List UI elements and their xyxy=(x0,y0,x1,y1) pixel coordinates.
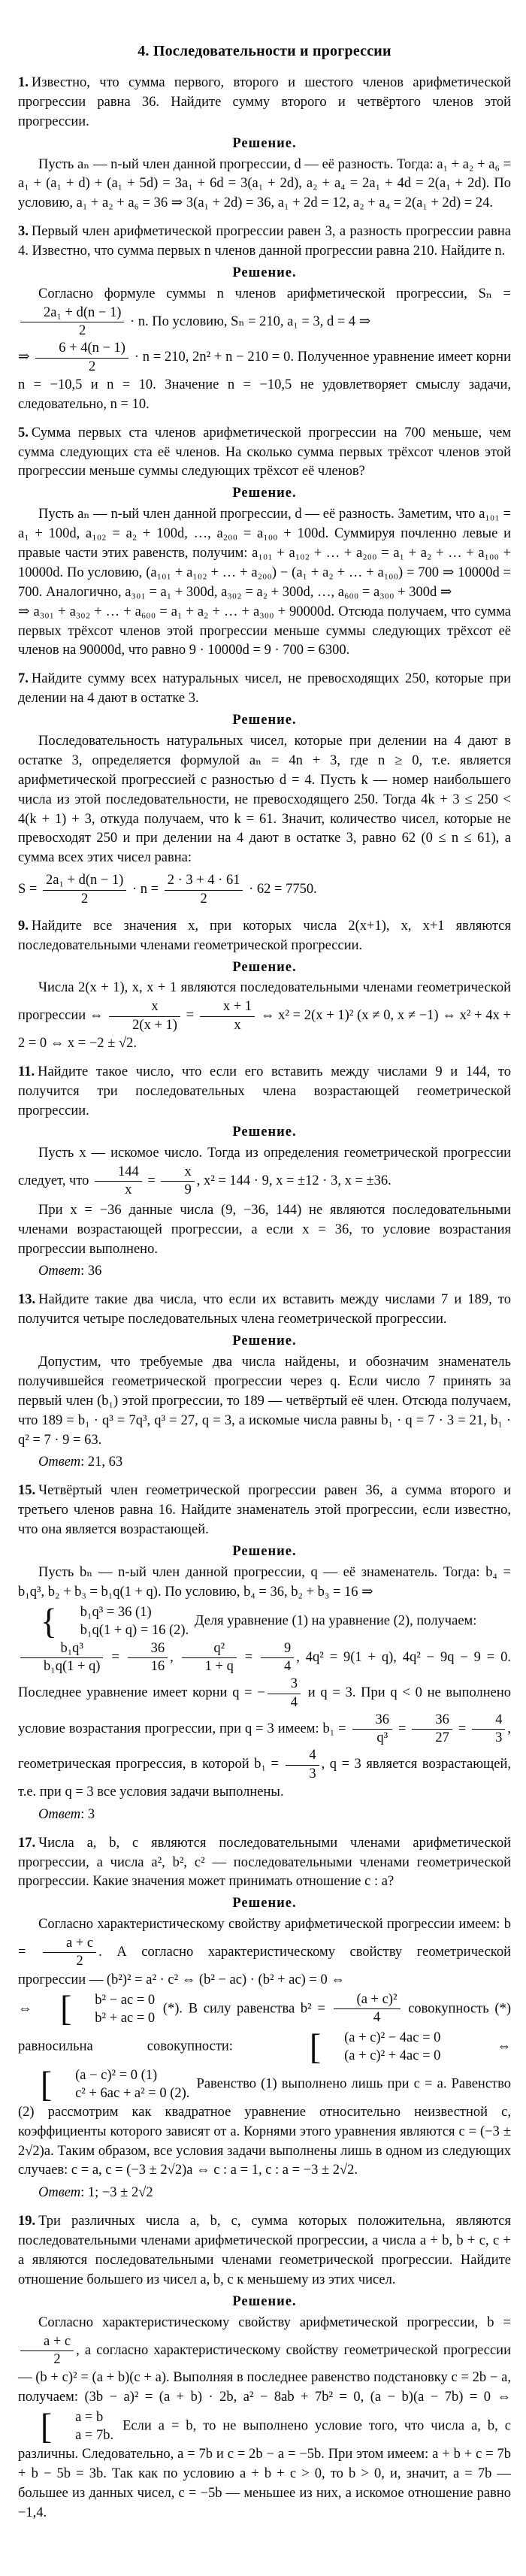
equation-alternative xyxy=(40,1991,155,2027)
problem-statement: 13. Найдите такие два числа, что если их вставить между числами 7 и 189, то получится четыре последовательных члена геометрической прогрессии. xyxy=(18,1292,511,1327)
fraction-denominator: 16 xyxy=(150,1659,165,1675)
fraction-denominator: 2 xyxy=(89,359,96,374)
problem-number: 17. xyxy=(18,1835,36,1851)
fraction-numerator: a + c xyxy=(20,2334,74,2351)
fraction-numerator: 36 xyxy=(352,1712,393,1730)
fraction-denominator: 2 xyxy=(200,891,207,907)
system-rows xyxy=(74,1991,155,2027)
fraction-numerator: 36 xyxy=(128,1641,168,1658)
solution-paragraph: Пусть aₙ — n-ый член данной прогрессии, d — её разность. Тогда: a₁ + a₂ + a₆ = a₁ + (a₁ + d) + (a₁ + 5d) = 3a₁ + 6d = 3(a₁ + 2d), a₂ + a₄ = 2a₁ + 4d = 2(a₁ + 2d). По условию, a₁ + a₂ + a₆ = 36 ⇒ 3(a₁ + 2d) = 36, a₁ + 2d = 12, a₂ + a₄ = 2(a₁ + 2d) = 24. xyxy=(18,156,511,211)
problem-number: 9. xyxy=(18,918,29,934)
fraction xyxy=(412,1712,452,1747)
solution-label: Решение. xyxy=(232,486,297,501)
problem-statement: 19. Три различных числа a, b, c, сумма которых положительна, являются последовательными членами арифметической прогрессии, а числа a + b, b + c, c + a являются последовательными членами геометрической прогрессии. Найдите отношение большего из чисел a, b, c к меньшему из этих чисел. xyxy=(18,2214,511,2287)
fraction xyxy=(43,873,126,907)
problem-statement: 17. Числа a, b, c являются последовательными членами арифметической прогрессии, а числа a², b², c² — последовательными членами геометрической прогрессии. Какие значения может принимать отношение c : a? xyxy=(18,1835,511,1890)
answer-value: 21, 63 xyxy=(87,1454,123,1470)
problem-number: 15. xyxy=(18,1483,36,1499)
problem-statement: 11. Найдите такое число, что если его вставить между числами 9 и 144, то получится три последовательных члена возрастающей геометрической прогрессии. xyxy=(18,1064,511,1118)
answer-line: Ответ: 1; −3 ± 2√2 xyxy=(38,2185,153,2201)
fraction-numerator: a + c xyxy=(43,1936,96,1953)
solution-paragraph: Числа 2(x + 1), x, x + 1 являются последовательными членами геометрической прогрессии ⇔ $\frac{x}{2(x + 1)}$ = $\frac{x + 1}{x}$ ⇔ x² = 2(x + 1)² (x ≠ 0, x ≠ −1) ⇔ x² + 4x + 2 = 0 ⇔ x = −2 ± √2. xyxy=(18,980,512,1051)
system-row: b₁q³ = 36 (1) xyxy=(80,1604,152,1620)
problem xyxy=(18,74,511,213)
fraction xyxy=(286,1748,319,1782)
fraction xyxy=(200,999,255,1034)
fraction-denominator: 27 xyxy=(435,1730,449,1746)
answer-value: 36 xyxy=(87,1264,102,1279)
solution-paragraph: При x = −36 данные числа (9, −36, 144) не являются последовательными членами возрастающей прогрессии, а если x = 36, то условие возрастания прогрессии выполнено. xyxy=(18,1202,511,1257)
solution-label: Решение. xyxy=(232,2293,297,2309)
problem xyxy=(18,1291,511,1473)
answer-label: Ответ xyxy=(38,1454,81,1470)
fraction xyxy=(268,1676,301,1711)
fraction-numerator: q² xyxy=(182,1641,237,1658)
fraction-denominator: x xyxy=(234,1017,241,1033)
fraction-numerator: x xyxy=(109,999,180,1016)
system-row: c² + 6ac + a² = 0 (2). xyxy=(75,2085,190,2101)
fraction-denominator: 2(x + 1) xyxy=(132,1017,177,1033)
system-row: b₁q(1 + q) = 16 (2). xyxy=(80,1622,189,1638)
solution-label: Решение. xyxy=(232,1125,297,1140)
answer-label: Ответ xyxy=(38,1806,81,1822)
problem xyxy=(18,424,511,661)
solution-label: Решение. xyxy=(232,1896,297,1912)
square-bracket: [ xyxy=(310,2027,322,2066)
answer-line: Ответ: 36 xyxy=(38,1264,102,1279)
fraction xyxy=(20,305,124,340)
system-row: (a − c)² = 0 (1) xyxy=(75,2067,158,2083)
fraction xyxy=(35,341,128,375)
solution-paragraph: Допустим, что требуемые два числа найдены, и обозначим знаменатель получившейся геометрической прогрессии через q. Если число 7 принять за первый член (b₁) этой прогрессии, то 189 — четвёртый её член. Отсюда получаем, что 189 = b₁ · q³ = 7q³, q³ = 27, q = 3, а искомые числа равны b₁ · q = 7 · 3 = 21, b₁ · q² = 7 · 9 = 63. xyxy=(18,1354,511,1448)
fraction xyxy=(352,1712,393,1747)
solution-label: Решение. xyxy=(232,713,297,728)
equation-alternative xyxy=(20,2066,189,2102)
fraction-denominator: 1 + q xyxy=(204,1659,234,1675)
fraction-denominator: 2 xyxy=(76,1954,83,1969)
square-bracket: [ xyxy=(41,2064,53,2104)
problem-statement: 7. Найдите сумму всех натуральных чисел, не превосходящих 250, которые при делении на 4 дают в остатке 3. xyxy=(18,671,511,707)
square-bracket: [ xyxy=(60,1989,72,2029)
answer-value: 1; −3 ± 2√2 xyxy=(87,2185,153,2201)
system-rows xyxy=(324,2029,440,2065)
solution-paragraph: Согласно формуле суммы n членов арифметической прогрессии, Sₙ = $\frac{\text{2a₁ + d(n − 1)}}{2}$ · n. По условию, Sₙ = 210, a₁ = 3, d = 4 ⇒ ⇒ $\frac{6 + 4(n - 1)}{2}$ · n = 210, 2n² + n − 210 = 0. Полученное уравнение имеет корни n = −10,5 и n = 10. Значение n = −10,5 не удовлетворяет смыслу задачи, следовательно, n = 10. xyxy=(18,286,511,412)
system-rows xyxy=(60,1603,189,1639)
fraction-numerator: 144 xyxy=(95,1164,142,1182)
fraction xyxy=(261,1641,294,1675)
problem-statement: 3. Первый член арифметической прогрессии равен 3, а разность прогрессии равна 4. Известно, что сумма первых n членов данной прогрессии равна 210. Найдите n. xyxy=(18,224,511,259)
problem xyxy=(18,222,511,414)
fraction-numerator: 2a₁ + d(n − 1) xyxy=(43,873,126,890)
problem-number: 3. xyxy=(18,224,29,240)
solution-label: Решение. xyxy=(232,959,297,975)
fraction-denominator: 9 xyxy=(184,1182,192,1198)
problem-number: 1. xyxy=(18,75,29,90)
solution-paragraph: Согласно характеристическому свойству арифметической прогрессии имеем: b = $\frac{a + c}{2}$ . А согласно характеристическому свойству геометрической прогрессии — (b²)² = a² · c² ⇔ (b² − ac) · (b² + ac) = 0 ⇔ ⇔ [ b² − ac = 0 b² + ac = 0 (*). В силу равенства b² = $\frac{\text{(a + c)²}}{4}$ совокупность (*) равносильна совокупности: [ (a + c)² − 4ac = 0 (a + c)² + 4ac = 0 ⇔ [ (a − c)² = 0 (1) c² + 6ac + a² = 0 (2). Равенство (1) выполнено лишь при c = a. Равенство (2) рассмотрим как квадратное уравнение относительно неизвестной c, коэффициенты которого зависят от a. Корнями этого уравнения являются c = (−3 ± 2√2)a. Таким образом, все условия задачи выполнены лишь в одном из следующих случаев: c = a, c = (−3 ± 2√2)a ⇔ c : a = 1, c : a = −3 ± 2√2. xyxy=(18,1917,512,2178)
fraction-numerator: 4 xyxy=(286,1748,319,1765)
fraction-denominator: q³ xyxy=(376,1730,388,1746)
fraction-numerator: 6 + 4(n − 1) xyxy=(35,341,128,358)
problem-statement: 1. Известно, что сумма первого, второго и шестого членов арифметической прогрессии равна 36. Найдите сумму второго и четвёртого членов этой прогрессии. xyxy=(18,75,511,129)
problem-statement: 9. Найдите все значения x, при которых числа 2(x+1), x, x+1 являются последовательными членами геометрической прогрессии. xyxy=(18,918,511,953)
solution-paragraph: Пусть bₙ — n-ый член данной прогрессии, q — её знаменатель. Тогда: b₄ = b₁q³, b₂ + b₃ = b₁q(1 + q). По условию, b₄ = 36, b₂ + b₃ = 16 ⇒ { b₁q³ = 36 (1) b₁q(1 + q) = 16 (2). Деля уравнение (1) на уравнение (2), получаем: $\frac{\text{b₁q³}}{\text{b₁q(1 + q)}}$ = $\frac{36}{16}$ , $\frac{\text{q²}}{1 + q}$ = $\frac{9}{4}$ , 4q² = 9(1 + q), 4q² − 9q − 9 = 0. Последнее уравнение имеет корни q = − $\frac{3}{4}$ и q = 3. При q < 0 не выполнено условие возрастания прогрессии, при q = 3 имеем: b₁ = $\frac{36}{\text{q³}}$ = $\frac{36}{27}$ = $\frac{4}{3}$ , геометрическая прогрессия, в которой b₁ = $\frac{4}{3}$ , q = 3 является возрастающей, т.е. при q = 3 все условия задачи выполнены. xyxy=(18,1564,511,1800)
system-rows xyxy=(55,2066,189,2102)
solution-paragraph: Последовательность натуральных чисел, которые при делении на 4 дают в остатке 3, определяется формулой aₙ = 4n + 3, где n ≥ 0, т.е. является арифметической прогрессией с разностью d = 4. Пусть k — номер наибольшего числа из этой последовательности, не превосходящего 250. Тогда 4k + 3 ≤ 250 < 4(k + 1) + 3, откуда получаем, что k = 61. Значит, количество чисел, которые не превосходят 250 и при делении на 4 дают в остатке 3, равно 62 (0 ≤ n ≤ 61), а сумма всех этих чисел равна: xyxy=(18,734,511,866)
problem xyxy=(18,1063,511,1282)
answer-line: Ответ: 3 xyxy=(38,1806,95,1822)
fraction-numerator: 9 xyxy=(261,1641,294,1658)
system-row: b² − ac = 0 xyxy=(95,1992,156,2008)
fraction xyxy=(128,1641,168,1675)
page-title: 4. Последовательности и прогрессии xyxy=(138,43,391,59)
system-row: b² + ac = 0 xyxy=(95,2010,156,2026)
fraction xyxy=(43,1936,96,1970)
fraction xyxy=(161,1164,194,1199)
solution-label: Решение. xyxy=(232,1333,297,1349)
fraction xyxy=(95,1164,142,1199)
problem xyxy=(18,2212,511,2523)
problem xyxy=(18,917,511,1054)
fraction-numerator: x + 1 xyxy=(200,999,255,1016)
fraction-numerator: 4 xyxy=(472,1712,505,1730)
equation-system xyxy=(20,1603,189,1639)
fraction-numerator: 36 xyxy=(412,1712,452,1730)
solution-paragraph: Пусть x — искомое число. Тогда из определения геометрической прогрессии следует, что $\frac{144}{x}$ = $\frac{x}{9}$ , x² = 144 · 9, x = ±12 · 3, x = ±36. xyxy=(18,1146,511,1198)
system-rows xyxy=(55,2408,113,2444)
fraction xyxy=(182,1641,237,1675)
problem-number: 13. xyxy=(18,1292,36,1308)
fraction xyxy=(334,1992,401,2027)
solution-label: Решение. xyxy=(232,1543,297,1559)
fraction xyxy=(20,2334,74,2369)
problem-number: 19. xyxy=(18,2214,36,2229)
equation-alternative xyxy=(289,2029,440,2065)
problem-number: 11. xyxy=(18,1064,35,1079)
solution-label: Решение. xyxy=(232,265,297,281)
fraction-denominator: 3 xyxy=(309,1766,316,1781)
equation-alternative xyxy=(20,2406,114,2447)
solution-paragraph: Пусть aₙ — n-ый член данной прогрессии, d — её разность. Заметим, что a₁₀₁ = a₁ + 100d, a₁₀₂ = a₂ + 100d, …, a₂₀₀ = a₁₀₀ + 100d. Суммируя почленно левые и правые части этих равенств, получим: a₁₀₁ + a₁₀₂ + … + a₂₀₀ = a₁ + a₂ + … + a₁₀₀ + 10000d. По условию, (a₁₀₁ + a₁₀₂ + … + a₂₀₀) − (a₁ + a₂ + … + a₁₀₀) = 700 ⇒ 10000d = 700. Аналогично, a₃₀₁ = a₁ + 300d, a₃₀₂ = a₂ + 300d, …, a₆₀₀ = a₃₀₀ + 300d ⇒ ⇒ a₃₀₁ + a₃₀₂ + … + a₆₀₀ = a₁ + a₂ + … + a₃₀₀ + 90000d. Отсюда получаем, что сумма первых трёхсот членов этой прогрессии меньше суммы следующих трёхсот её членов на 90000d, что равно 9 · 10000d = 9 · 700 = 6300. xyxy=(18,507,511,658)
fraction-denominator: b₁q(1 + q) xyxy=(44,1659,101,1675)
fraction-denominator: 4 xyxy=(284,1659,292,1675)
formula-line: S = $\frac{\text{2a₁ + d(n − 1)}}{2}$ · n = $\frac{2 \cdot 3 + 4 \cdot 61}{2}$ · 62 = 7750. xyxy=(18,873,317,907)
problem xyxy=(18,1834,511,2204)
fraction-numerator: (a + c)² xyxy=(334,1992,401,2009)
fraction-denominator: 2 xyxy=(79,323,86,339)
fraction xyxy=(165,873,243,907)
solution-paragraph: Согласно характеристическому свойству арифметической прогрессии, b = $\frac{a + c}{2}$ , а согласно характеристическому свойству геометрической прогрессии — (b + c)² = (a + b)(c + a). Выполняя в последнее равенство подстановку c = 2b − a, получаем: (3b − a)² = (a + b) · 2b, a² − 8ab + 7b² = 0, (a − b)(a − 7b) = 0 ⇔ [ a = b a = 7b. Если a = b, то не выполнено условие того, что числа a, b, c различны. Следовательно, a = 7b и c = 2b − a = −5b. При этом имеем: a + b + c = 7b + b − 5b = 3b. Так как по условию a + b + c > 0, то b > 0, и, значит, a = 7b — большее из данных чисел, c = −5b — меньшее из них, а искомое отношение равно −1,4. xyxy=(18,2314,511,2520)
fraction-denominator: 4 xyxy=(373,2010,381,2026)
fraction-denominator: 2 xyxy=(81,891,89,907)
problem xyxy=(18,1482,511,1824)
answer-value: 3 xyxy=(87,1806,95,1822)
fraction-numerator: 2 · 3 + 4 · 61 xyxy=(165,873,243,890)
answer-label: Ответ xyxy=(38,2185,81,2201)
fraction-denominator: 2 xyxy=(53,2351,61,2367)
fraction xyxy=(109,999,180,1034)
system-row: (a + c)² + 4ac = 0 xyxy=(344,2048,441,2063)
fraction xyxy=(472,1712,505,1747)
fraction-numerator: 3 xyxy=(268,1676,301,1694)
answer-label: Ответ xyxy=(38,1264,81,1279)
problem-number: 5. xyxy=(18,425,29,440)
problem-statement: 5. Сумма первых ста членов арифметической прогрессии на 700 меньше, чем сумма следующих ста её членов. На сколько сумма первых трёхсот членов этой прогрессии меньше суммы следующих трёхсот её членов? xyxy=(18,425,511,480)
system-row: (a + c)² − 4ac = 0 xyxy=(344,2030,441,2045)
fraction-numerator: 2a₁ + d(n − 1) xyxy=(20,305,124,322)
fraction-denominator: x xyxy=(125,1182,132,1198)
solution-label: Решение. xyxy=(232,135,297,151)
problems-container xyxy=(18,74,511,2523)
system-row: a = 7b. xyxy=(75,2427,114,2443)
curly-brace: { xyxy=(41,1601,57,1641)
square-bracket: [ xyxy=(41,2406,53,2447)
fraction xyxy=(20,1641,103,1675)
answer-line: Ответ: 21, 63 xyxy=(38,1454,123,1470)
problem-statement: 15. Четвёртый член геометрической прогрессии равен 36, а сумма второго и третьего членов равна 16. Найдите знаменатель этой прогрессии, если известно, что она является возрастающей. xyxy=(18,1483,511,1538)
problem-number: 7. xyxy=(18,671,29,687)
fraction-numerator: x xyxy=(161,1164,194,1182)
problem xyxy=(18,670,511,907)
system-row: a = b xyxy=(75,2409,104,2425)
fraction-numerator: b₁q³ xyxy=(20,1641,103,1658)
fraction-denominator: 3 xyxy=(495,1730,503,1746)
fraction-denominator: 4 xyxy=(290,1694,298,1710)
